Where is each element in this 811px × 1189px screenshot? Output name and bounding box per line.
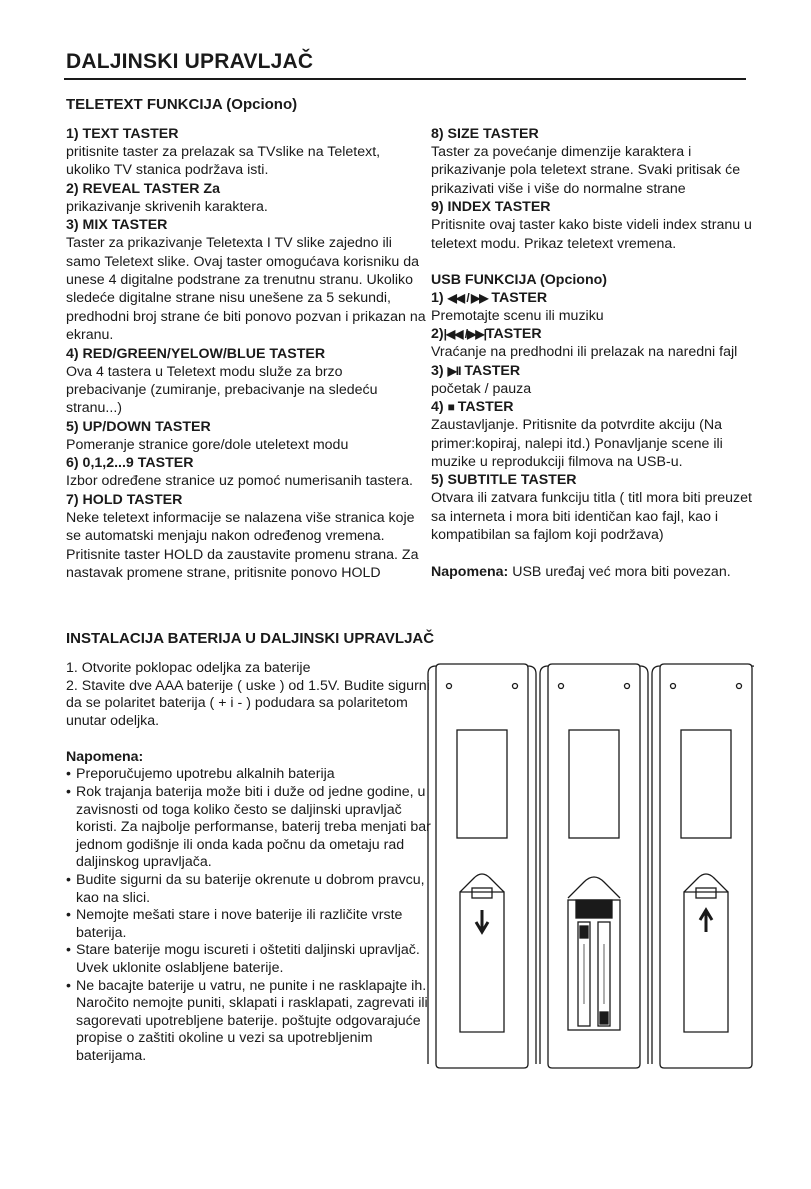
- item-title: 7) HOLD TASTER: [66, 491, 183, 508]
- item-text: Ova 4 tastera u Teletext modu služe za brzo prebacivanje (zumiranje, prebacivanje na sledeću stranu...): [66, 363, 378, 417]
- usb-item: [431, 471, 761, 544]
- bullet-text: Budite sigurni da su baterije okrenute u dobrom pravcu, kao na slici.: [76, 871, 425, 906]
- bullet-mark: •: [66, 766, 71, 783]
- stop-icon: ■: [447, 400, 454, 415]
- title-divider: [64, 78, 746, 80]
- item-title: [431, 362, 761, 380]
- teletext-item: [66, 345, 426, 418]
- remote-batteries-inserted: [540, 664, 648, 1068]
- teletext-item: [66, 454, 426, 490]
- note-text: USB uređaj već mora biti povezan.: [508, 563, 731, 580]
- usb-item: [431, 362, 761, 398]
- bullet-mark: •: [66, 783, 71, 800]
- note-bullet: [66, 907, 434, 942]
- item-suffix: TASTER: [453, 399, 514, 416]
- note-label: Napomena:: [431, 563, 509, 580]
- battery-installation-illustration: [424, 660, 754, 1072]
- note-bullet: [66, 784, 434, 872]
- play-pause-icon: ▶II: [447, 363, 461, 378]
- item-prefix: 2): [431, 326, 444, 343]
- item-text: Zaustavljanje. Pritisnite da potvrdite akciju (Na primer:kopiraj, nalepi itd.) Ponavljanje scene ili muzike u reprodukciji filmova na USB-u.: [431, 417, 723, 471]
- teletext-left-column: [66, 125, 426, 582]
- bullet-mark: •: [66, 907, 71, 924]
- teletext-item: [431, 125, 761, 198]
- page-title: DALJINSKI UPRAVLJAČ: [66, 50, 314, 73]
- item-text: Vraćanje na predhodni ili prelazak na naredni fajl: [431, 344, 738, 361]
- teletext-item: [66, 418, 426, 454]
- bullet-text: Ne bacajte baterije u vatru, ne punite i ne rasklapajte ih. Naročito nemojte puniti, sklapati i rasklapati, zagrevati ili sagorevati upotrebljene baterije. poštujte odgovarajuće propise o zaštiti okoline u vezi sa upotrebljenim baterijama.: [76, 977, 428, 1064]
- usb-item: [431, 325, 761, 361]
- remote-cover-replaced: [652, 664, 754, 1068]
- teletext-right-column: [431, 125, 761, 581]
- teletext-item: [431, 198, 761, 253]
- item-text: Otvara ili zatvara funkciju titla ( titl mora biti preuzet sa interneta i mora biti identičan kao fajl, kao i kompatibilan sa fajlom koji podržava): [431, 490, 752, 544]
- teletext-item: [66, 180, 426, 216]
- item-suffix: TASTER: [485, 326, 542, 343]
- install-step: 2. Stavite dve AAA baterije ( uske ) od 1.5V. Budite sigurni da se polaritet baterija ( + i - ) podudara sa polaritetom unutar odeljka.: [66, 677, 430, 729]
- item-title: 9) INDEX TASTER: [431, 199, 551, 216]
- install-note-label: Napomena:: [66, 749, 144, 766]
- bullet-mark: •: [66, 942, 71, 959]
- note-bullet: [66, 872, 434, 907]
- item-title: 4) RED/GREEN/YELOW/BLUE TASTER: [66, 345, 326, 362]
- bullet-mark: •: [66, 977, 71, 994]
- bullet-mark: •: [66, 871, 71, 888]
- usb-item: [431, 398, 761, 471]
- bullet-text: Preporučujemo upotrebu alkalnih baterija: [76, 766, 335, 783]
- teletext-item: [66, 125, 426, 180]
- item-text: Neke teletext informacije se nalazena više stranica koje se automatski menjaju nakon određenog vremena. Pritisnite taster HOLD da zaustavite promenu strana. Za nastavak promene strane, pritisnite ponovo HOLD: [66, 509, 419, 581]
- item-text: Premotajte scenu ili muziku: [431, 308, 604, 325]
- item-text: Pritisnite ovaj taster kako biste videli index stranu u teletext modu. Prikaz teletext vremena.: [431, 217, 752, 252]
- bullet-text: Nemojte mešati stare i nove baterije ili različite vrste baterija.: [76, 907, 403, 941]
- item-title: 2) REVEAL TASTER Za: [66, 180, 220, 197]
- item-text: početak / pauza: [431, 380, 532, 397]
- item-text: pritisnite taster za prelazak sa TVslike na Teletext, ukoliko TV stanica podržava isti.: [66, 144, 381, 179]
- item-suffix: TASTER: [460, 362, 521, 379]
- item-text: Taster za povećanje dimenzije karaktera i prikazivanje pola teletext strane. Svaki pritisak će prikazivati više i više do normalne strane: [431, 144, 741, 197]
- remote-cover-removed: [428, 664, 536, 1068]
- arrow-up-icon: [700, 910, 712, 932]
- usb-note: [431, 563, 761, 581]
- item-text: Izbor određene stranice uz pomoć numerisanih tastera.: [66, 473, 413, 490]
- item-title: 3) MIX TASTER: [66, 217, 168, 234]
- teletext-heading: TELETEXT FUNKCIJA (Opciono): [66, 96, 298, 113]
- item-text: Taster za prikazivanje Teletexta I TV slike zajedno ili samo Teletext slike. Ovaj taster omogućava korisniku da unese 4 digitalne podstrane za trenutnu stranu. Ukoliko sledeće digitalne strane nisu unešene za 5 sekundi, predhodni broj strane će biti ponovo pozvan i prikazan na ekranu.: [66, 235, 426, 344]
- install-step: 1. Otvorite poklopac odeljka za baterije: [66, 660, 311, 676]
- item-prefix: 3): [431, 362, 448, 379]
- rewind-forward-icon: ◀◀ / ▶▶: [447, 291, 488, 306]
- usb-item: [431, 289, 761, 325]
- item-text: Pomeranje stranice gore/dole uteletext modu: [66, 436, 349, 453]
- install-heading: INSTALACIJA BATERIJA U DALJINSKI UPRAVLJAČ: [66, 630, 435, 647]
- item-prefix: 4): [431, 399, 448, 416]
- usb-heading: USB FUNKCIJA (Opciono): [431, 272, 608, 289]
- item-title: [431, 471, 761, 489]
- note-bullet: [66, 978, 434, 1066]
- teletext-item: [66, 216, 426, 344]
- note-bullet: [66, 766, 434, 784]
- teletext-item: [66, 491, 426, 583]
- item-title: 1) TEXT TASTER: [66, 126, 179, 142]
- install-instructions: [66, 660, 434, 1065]
- item-title: 8) SIZE TASTER: [431, 126, 539, 142]
- item-title: [431, 289, 761, 307]
- item-text: prikazivanje skrivenih karaktera.: [66, 198, 268, 215]
- item-suffix: TASTER: [487, 290, 548, 307]
- item-title: 5) UP/DOWN TASTER: [66, 418, 211, 435]
- bullet-text: Stare baterije mogu iscureti i oštetiti daljinski upravljač. Uvek uklonite oslabljene baterije.: [76, 942, 420, 976]
- item-suffix: 5) SUBTITLE TASTER: [431, 472, 577, 489]
- item-title: [431, 398, 761, 416]
- skip-prev-next-icon: |◀◀ /▶▶|: [443, 327, 486, 342]
- item-prefix: 1): [431, 290, 448, 307]
- item-title: [431, 325, 761, 343]
- item-title: 6) 0,1,2...9 TASTER: [66, 455, 194, 472]
- arrow-down-icon: [476, 910, 488, 932]
- bullet-text: Rok trajanja baterija može biti i duže od jedne godine, u zavisnosti od toga koliko često se daljinski upravljač koristi. Za najbolje performanse, baterij treba menjati bar jednom godišnje ili onda kada počnu da ometaju rad daljinskog upravljača.: [76, 783, 431, 871]
- note-bullet: [66, 942, 434, 977]
